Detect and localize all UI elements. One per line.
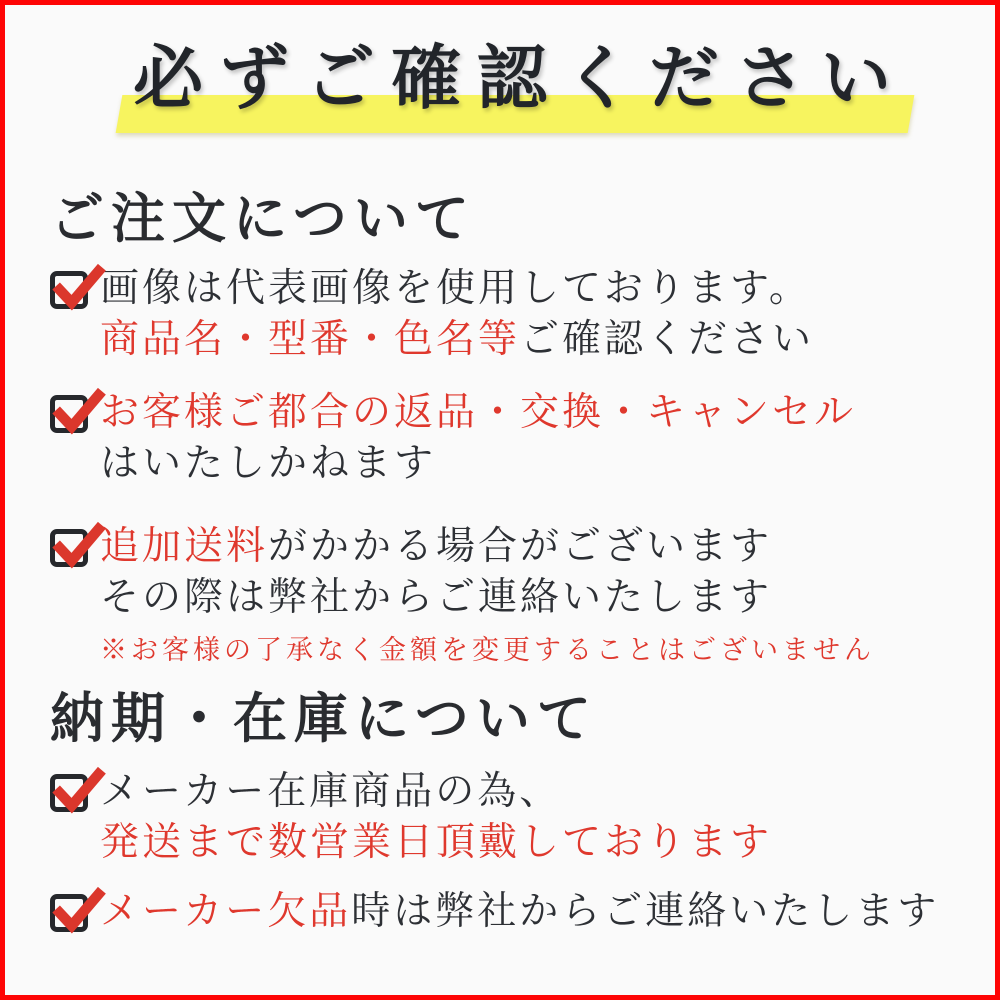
item-line	[100, 314, 814, 365]
list-item-representative-image	[50, 263, 980, 365]
item-text	[100, 263, 814, 365]
item-text	[100, 521, 875, 667]
checked-checkbox-icon	[50, 395, 88, 433]
list-item-maker-shortage	[50, 886, 980, 937]
checkmark-icon	[53, 264, 105, 308]
item-note: ※お客様の了承なく金額を変更することはございません	[100, 635, 875, 665]
page-title-text: 必ずご確認ください	[133, 41, 907, 118]
checked-checkbox-icon	[50, 271, 88, 309]
item-text	[100, 766, 772, 868]
item-line	[100, 263, 814, 314]
checked-checkbox-icon	[50, 774, 88, 812]
checkmark-icon	[53, 522, 105, 566]
item-text-segment: メーカー欠品	[100, 890, 352, 933]
section-heading-stock: 納期・在庫について	[50, 689, 598, 749]
item-text-segment: ご確認ください	[520, 318, 815, 361]
item-line	[100, 438, 856, 489]
list-item-extra-shipping	[50, 521, 980, 667]
item-text-segment: はいたしかねます	[100, 442, 437, 485]
item-text-segment: 時は弊社からご連絡いたします	[351, 890, 940, 933]
item-text-segment: 画像は代表画像を使用しております。	[100, 267, 811, 310]
item-text-segment: お客様ご都合の返品・交換・キャンセル	[100, 391, 857, 434]
item-text-segment: メーカー在庫商品の為、	[100, 770, 562, 813]
checkmark-icon	[53, 388, 105, 432]
item-line	[100, 766, 772, 817]
checkmark-icon	[53, 767, 105, 811]
item-text	[100, 886, 939, 937]
item-text-segment: がかかる場合がございます	[268, 525, 773, 568]
list-item-returns	[50, 387, 980, 489]
list-item-maker-stock	[50, 766, 980, 868]
item-text-segment: 商品名・型番・色名等	[100, 318, 521, 361]
checked-checkbox-icon	[50, 529, 88, 567]
item-text-segment: その際は弊社からご連絡いたします	[100, 576, 773, 619]
item-text-segment: 追加送料	[100, 525, 269, 568]
item-text	[100, 387, 856, 489]
section-heading-order: ご注文について	[50, 189, 476, 249]
checkmark-icon	[53, 887, 105, 931]
item-text-segment: 発送まで数営業日頂戴しております	[100, 821, 773, 864]
checked-checkbox-icon	[50, 894, 88, 932]
page-title-inner	[133, 41, 907, 118]
item-line	[100, 521, 875, 572]
item-line	[100, 572, 875, 623]
page-title	[5, 41, 995, 118]
item-line	[100, 886, 939, 937]
item-line	[100, 817, 772, 868]
item-line	[100, 387, 856, 438]
